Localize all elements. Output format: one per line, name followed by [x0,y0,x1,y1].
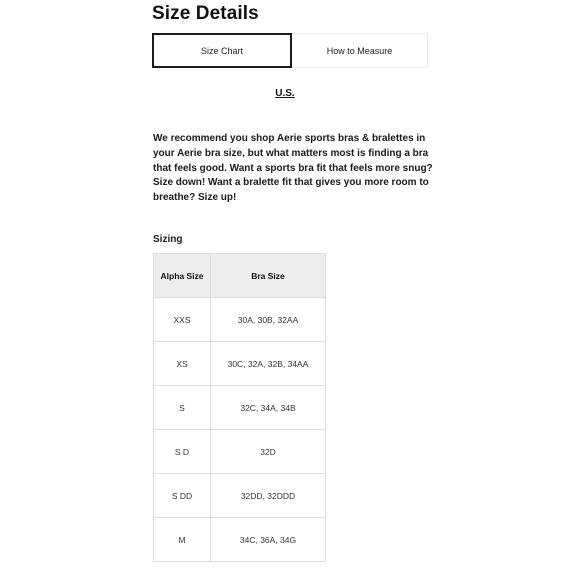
bra-size-cell: 34C, 36A, 34G [211,518,326,562]
sizing-heading: Sizing [153,234,183,245]
alpha-size-cell: M [154,518,211,562]
alpha-size-cell: XXS [154,298,211,342]
bra-size-cell: 32DD, 32DDD [211,474,326,518]
alpha-size-cell: S [154,386,211,430]
alpha-size-cell: S D [154,430,211,474]
alpha-size-cell: XS [154,342,211,386]
size-table [153,253,326,562]
bra-size-cell: 30C, 32A, 32B, 34AA [211,342,326,386]
tab-bar [152,33,428,68]
table-row [154,430,326,474]
tab-how-to-measure[interactable]: How to Measure [292,33,428,68]
table-row [154,386,326,430]
table-row [154,474,326,518]
bra-size-cell: 32C, 34A, 34B [211,386,326,430]
alpha-size-cell: S DD [154,474,211,518]
tab-size-chart[interactable]: Size Chart [152,33,292,68]
bra-size-cell: 32D [211,430,326,474]
region-link-us[interactable]: U.S. [275,88,295,99]
page-title: Size Details [152,3,259,24]
table-row [154,298,326,342]
intro-text: We recommend you shop Aerie sports bras & bralettes in your Aerie bra size, but what matters most is finding a bra that feels good. Want a sports bra fit that feels more snug? Size down! Want a bralette fit that gives you more room to breathe? Size up! [153,133,433,204]
table-header-row [154,254,326,298]
table-row [154,342,326,386]
column-header-alpha-size: Alpha Size [154,254,211,298]
bra-size-cell: 30A, 30B, 32AA [211,298,326,342]
table-row [154,518,326,562]
column-header-bra-size: Bra Size [211,254,326,298]
